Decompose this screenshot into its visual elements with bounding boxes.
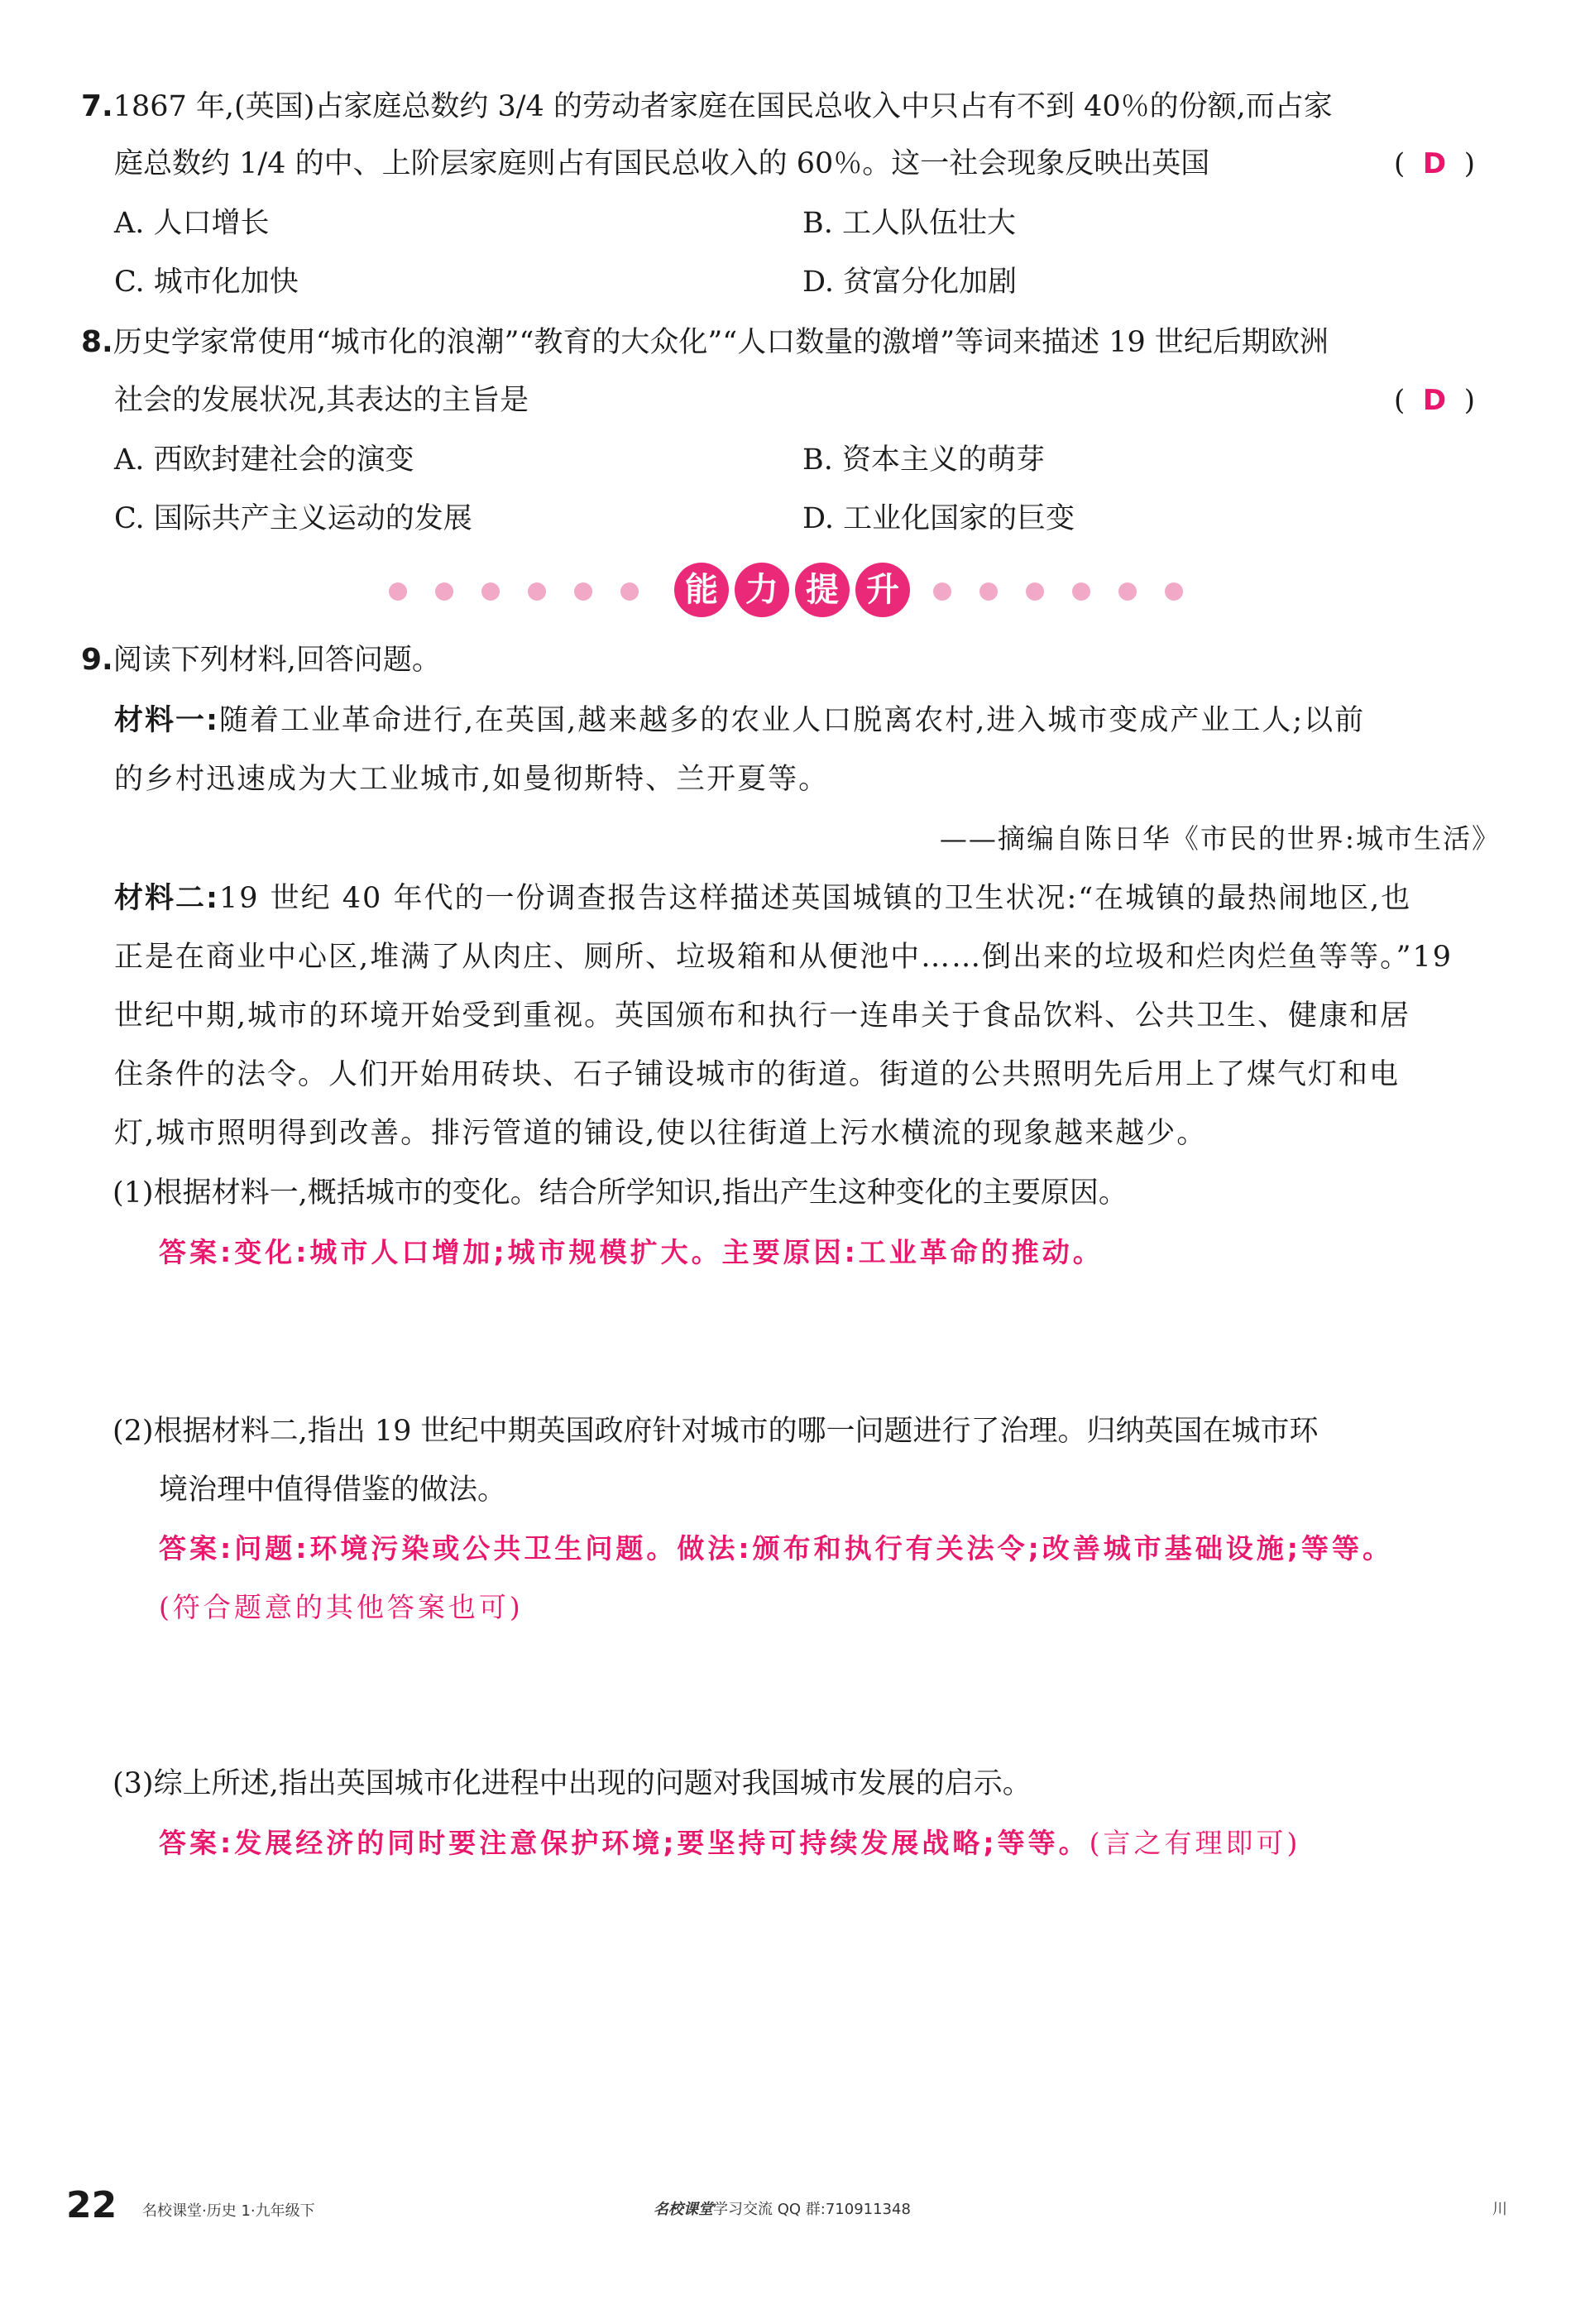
banner-dot — [933, 582, 951, 601]
banner-char: 升 — [855, 563, 910, 617]
q8-line1 — [81, 321, 1329, 364]
q7-option-b[interactable]: B. 工人队伍壮大 — [802, 207, 1016, 240]
material-2-text-1: 19 世纪 40 年代的一份调查报告这样描述英国城镇的卫生状况:“在城镇的最热闹地区,也 — [219, 882, 1412, 915]
q7-text-1: 1867 年,(英国)占家庭总数约 3/4 的劳动者家庭在国民总收入中只占有不到 40％的份额,而占家 — [113, 90, 1333, 123]
q7-answer-mark: ( D ) — [1394, 147, 1476, 180]
banner-dot — [435, 582, 453, 601]
q9-sub2-answer: 答案:问题:环境污染或公共卫生问题。做法:颁布和执行有关法令;改善城市基础设施;等等。 — [159, 1532, 1393, 1565]
material-1-line1 — [114, 699, 1365, 742]
q9-number: 9. — [81, 643, 113, 677]
material-2-line1 — [114, 877, 1411, 920]
q7-number: 7. — [81, 89, 113, 123]
q8-text-1: 历史学家常使用“城市化的浪潮”“教育的大众化”“人口数量的激增”等词来描述 19 世纪后期欧洲 — [113, 326, 1329, 359]
q7-option-a[interactable]: A. 人口增长 — [114, 207, 270, 240]
banner-char: 提 — [795, 563, 850, 617]
material-2-line2: 正是在商业中心区,堆满了从肉庄、厕所、垃圾箱和从便池中……倒出来的垃圾和烂肉烂鱼等等。”19 — [114, 941, 1454, 974]
banner-dot — [574, 582, 592, 601]
material-1-label: 材料一: — [114, 704, 219, 737]
footer-qq-text: 学习交流 QQ 群:710911348 — [713, 2201, 911, 2218]
material-2-line4: 住条件的法令。人们开始用砖块、石子铺设城市的街道。街道的公共照明先后用上了煤气灯和电 — [114, 1058, 1401, 1091]
banner-dot — [979, 582, 998, 601]
banner-dot — [1072, 582, 1090, 601]
banner-char: 力 — [735, 563, 789, 617]
banner-char: 能 — [674, 563, 729, 617]
q8-answer-mark: ( D ) — [1394, 384, 1476, 417]
q7-line2: 庭总数约 1/4 的中、上阶层家庭则占有国民总收入的 60％。这一社会现象反映出英国 — [114, 147, 1210, 180]
material-1-line2: 的乡村迅速成为大工业城市,如曼彻斯特、兰开夏等。 — [114, 763, 830, 796]
page-footer — [66, 2184, 1524, 2234]
page-number: 22 — [66, 2184, 117, 2226]
material-2-label: 材料二: — [114, 882, 219, 915]
q8-line2: 社会的发展状况,其表达的主旨是 — [114, 384, 529, 417]
q8-option-b[interactable]: B. 资本主义的萌芽 — [802, 443, 1045, 477]
q9-sub2-question-1: (2)根据材料二,指出 19 世纪中期英国政府针对城市的哪一问题进行了治理。归纳英国在城市环 — [113, 1415, 1319, 1448]
banner-dot — [1118, 582, 1137, 601]
q7-option-d[interactable]: D. 贫富分化加剧 — [802, 266, 1018, 299]
q8-number: 8. — [81, 325, 113, 359]
q8-option-d[interactable]: D. 工业化国家的巨变 — [802, 502, 1075, 535]
q8-answer: D — [1422, 384, 1447, 417]
q8-option-a[interactable]: A. 西欧封建社会的演变 — [114, 443, 414, 477]
footer-brand: 名校课堂 — [654, 2201, 713, 2218]
banner-dot — [528, 582, 546, 601]
q7-option-c[interactable]: C. 城市化加快 — [114, 266, 299, 299]
q9-sub3-answer — [159, 1822, 1300, 1865]
q9-sub3-answer-text: 答案:发展经济的同时要注意保护环境;要坚持可持续发展战略;等等。 — [159, 1827, 1090, 1859]
q7-line1 — [81, 85, 1333, 128]
banner-dot — [1026, 582, 1044, 601]
q7-answer: D — [1422, 147, 1447, 180]
section-banner-ability — [381, 563, 1208, 621]
q8-option-c[interactable]: C. 国际共产主义运动的发展 — [114, 502, 472, 535]
banner-dot — [1165, 582, 1183, 601]
q9-sub1-question: (1)根据材料一,概括城市的变化。结合所学知识,指出产生这种变化的主要原因。 — [113, 1176, 1128, 1210]
q9-sub3-question: (3)综上所述,指出英国城市化进程中出现的问题对我国城市发展的启示。 — [113, 1767, 1032, 1800]
q9-sub1-answer: 答案:变化:城市人口增加;城市规模扩大。主要原因:工业革命的推动。 — [159, 1236, 1104, 1268]
footer-qq-group — [654, 2197, 911, 2219]
material-1-source: ——摘编自陈日华《市民的世界:城市生活》 — [939, 822, 1501, 855]
q9-intro: 阅读下列材料,回答问题。 — [113, 644, 441, 677]
q9-intro-line — [81, 639, 441, 682]
banner-dot — [481, 582, 500, 601]
q9-sub2-question-2: 境治理中值得借鉴的做法。 — [159, 1473, 507, 1507]
q9-sub3-answer-note: (言之有理即可) — [1089, 1827, 1301, 1859]
banner-dot — [389, 582, 407, 601]
material-2-line3: 世纪中期,城市的环境开始受到重视。英国颁布和执行一连串关于食品饮料、公共卫生、健康和居 — [114, 999, 1411, 1033]
material-1-text-1: 随着工业革命进行,在英国,越来越多的农业人口脱离农村,进入城市变成产业工人;以前 — [219, 704, 1366, 737]
q9-sub2-answer-note: (符合题意的其他答案也可) — [159, 1591, 524, 1623]
footer-book-title: 名校课堂·历史 1·九年级下 — [142, 2202, 315, 2220]
banner-dot — [620, 582, 639, 601]
footer-region: 川 — [1492, 2201, 1507, 2218]
material-2-line5: 灯,城市照明得到改善。排污管道的铺设,使以往街道上污水横流的现象越来越少。 — [114, 1117, 1208, 1150]
